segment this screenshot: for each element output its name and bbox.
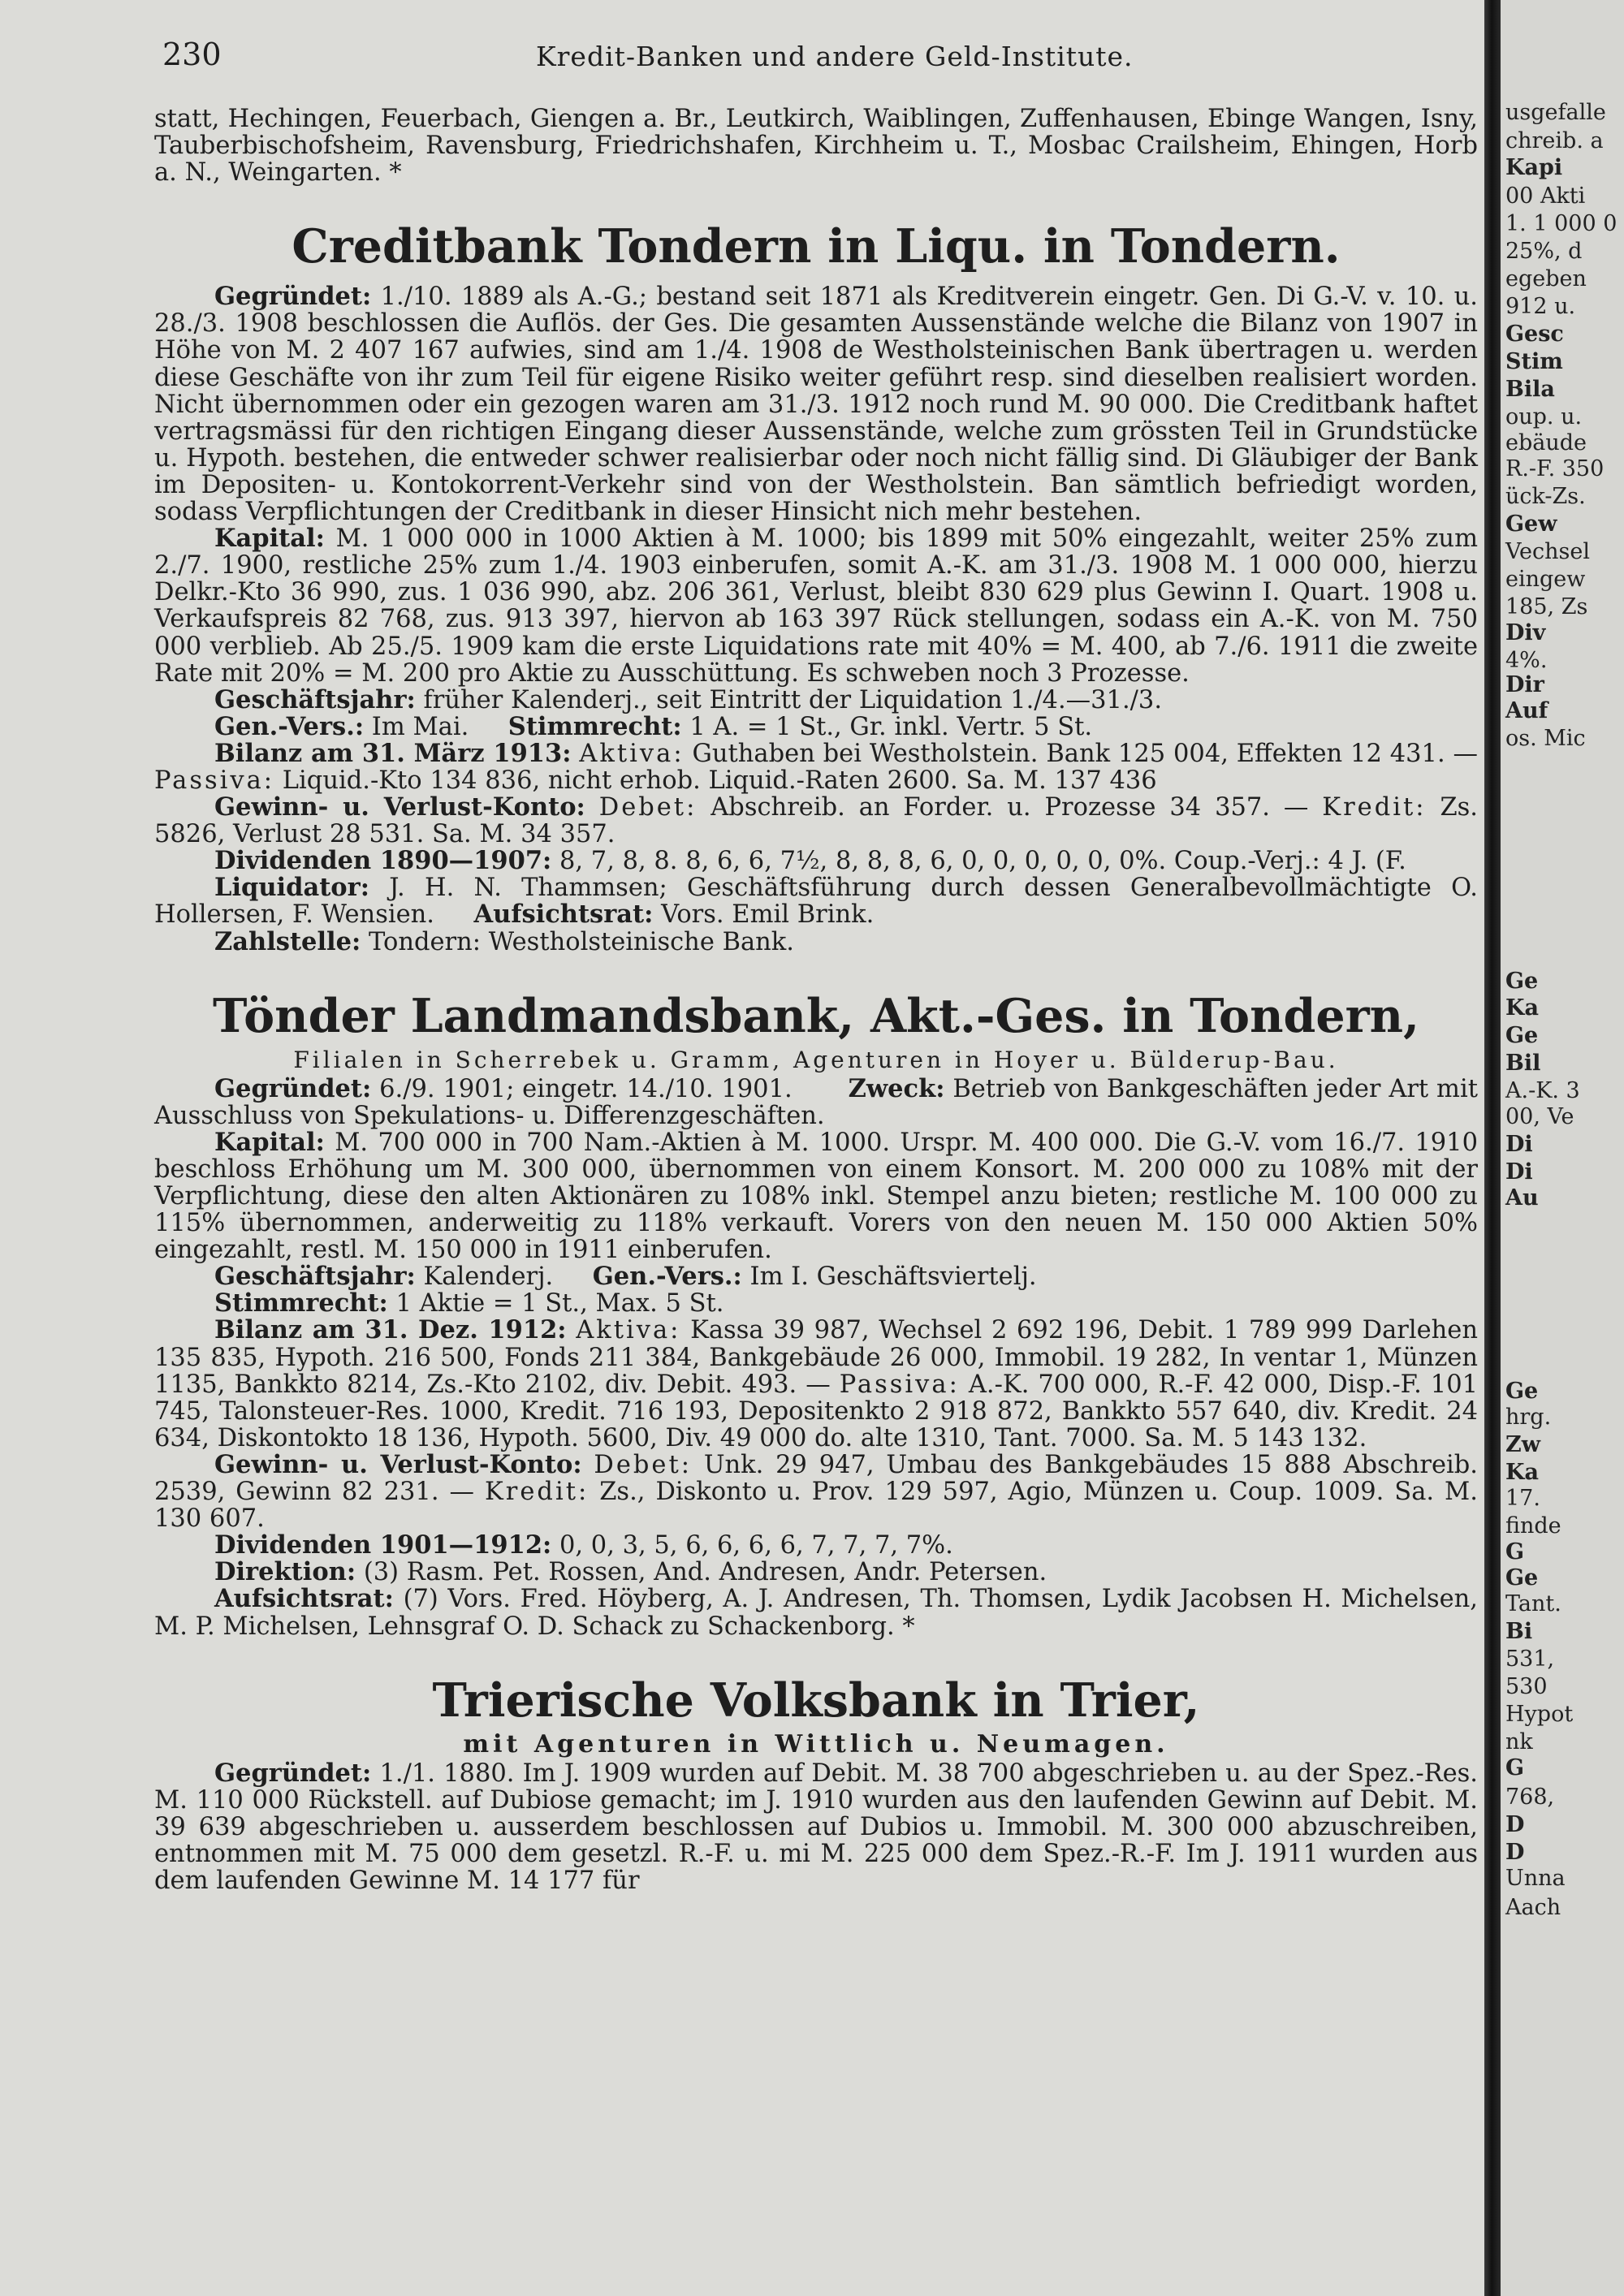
adjacent-text-fragment: 768,: [1505, 1785, 1555, 1810]
genvers-paragraph: [154, 711, 1478, 741]
adjacent-text-fragment: Di: [1505, 1132, 1533, 1157]
gegruendet-paragraph: [154, 1073, 1478, 1130]
debet-value: Abschreib. an Forder. u. Prozesse 34 357. —: [710, 793, 1309, 822]
adjacent-text-fragment: 25%, d: [1505, 239, 1583, 264]
field-value: (3) Rasm. Pet. Rossen, And. Andresen, Andr. Petersen.: [363, 1558, 1047, 1587]
page-header: [162, 37, 1486, 77]
field-value: M. 700 000 in 700 Nam.-Aktien à M. 1000. Urspr. M. 400 000. Die G.-V. vom 16./7. 1910 beschloss Erhöhung um M. 300 000, übernommen von einem Konsort. M. 200 000 zu 108% mit der Verpflichtung, diese den alten Aktionären zu 108% inkl. Stempel anzu bieten; restliche M. 100 000 zu 115% übernommen, anderweitig zu 118% verkauft. Vorers von den neuen M. 150 000 Aktien 50% eingezahlt, restl. M. 150 000 in 1911 einberufen.: [154, 1128, 1478, 1265]
field-value: früher Kalenderj., seit Eintritt der Liquidation 1./4.—31./3.: [423, 685, 1163, 714]
adjacent-text-fragment: hrg.: [1505, 1405, 1552, 1430]
field-value: 1./1. 1880. Im J. 1909 wurden auf Debit. M. 38 700 abgeschrieben u. au der Spez.-Res. M. 110 000 Rückstell. auf Dubiose gemacht; im J. 1910 wurden aus den laufenden Gewinn auf Debit. M. 39 639 abgeschrieben u. ausserdem beschlossen auf Dubios u. Immobil. M. 300 000 abzuschreiben, entnommen mit M. 75 000 dem gesetzl. R.-F. u. mi M. 225 000 dem Spez.-R.-F. Im J. 1911 wurden aus dem laufenden Gewinne M. 14 177 für: [154, 1759, 1478, 1895]
adjacent-text-fragment: 531,: [1505, 1646, 1555, 1672]
book-gutter: [1484, 0, 1501, 2296]
adjacent-text-fragment: Kapi: [1505, 155, 1563, 180]
field-label: Aufsichtsrat:: [214, 1584, 394, 1614]
adjacent-text-fragment: Unna: [1505, 1866, 1566, 1891]
field-value: (7) Vors. Fred. Höyberg, A. J. Andresen, Th. Thomsen, Lydik Jacobsen H. Michelsen, M. P. Michelsen, Lehnsgraf O. D. Schack zu Schackenborg. *: [154, 1585, 1478, 1641]
field-value: Im Mai.: [371, 712, 469, 741]
passiva-value: Liquid.-Kto 134 836, nicht erhob. Liquid.-Raten 2600. Sa. M. 137 436: [282, 766, 1157, 795]
entry-toender-landmandsbank: [154, 988, 1478, 1640]
geschaeftsjahr-paragraph: [154, 684, 1478, 714]
field-label: Gewinn- u. Verlust-Konto:: [214, 792, 585, 822]
adjacent-text-fragment: Zw: [1505, 1432, 1540, 1457]
field-value: Betrieb von Bankgeschäften jeder Art mit Ausschluss von Spekulations- u. Differenzgeschäften.: [154, 1074, 1478, 1130]
guv-paragraph: [154, 1449, 1478, 1534]
kredit-value: Zs., Diskonto u. Prov. 129 597, Agio, Münzen u. Coup. 1009. Sa. M. 130 607.: [154, 1478, 1478, 1534]
debet-value: Unk. 29 947, Umbau des Bankgebäudes 15 888 Abschreib. 2539, Gewinn 82 231. —: [154, 1450, 1478, 1507]
dividenden-paragraph: [154, 848, 1478, 874]
entry-title: Tönder Landmandsbank, Akt.-Ges. in Tondern,: [213, 988, 1419, 1043]
entry-subtitle: Filialen in Scherrebek u. Gramm, Agenturen in Hoyer u. Bülderup-Bau.: [293, 1046, 1339, 1073]
bilanz-paragraph: [154, 740, 1478, 794]
aktiva-value: Guthaben bei Westholstein. Bank 125 004, Effekten 12 431. —: [692, 739, 1479, 768]
field-label: Liquidator:: [214, 873, 369, 903]
field-value: 1 A. = 1 St., Gr. inkl. Vertr. 5 St.: [689, 712, 1093, 741]
adjacent-text-fragment: usgefalle: [1505, 100, 1606, 125]
field-label: Gen.-Vers.:: [592, 1262, 742, 1292]
field-value: 8, 7, 8, 8. 8, 6, 6, 7½, 8, 8, 8, 6, 0, 0, 0, 0, 0, 0%. Coup.-Verj.: 4 J. (F.: [559, 847, 1406, 876]
adjacent-text-fragment: Gesc: [1505, 322, 1564, 347]
kapital-paragraph: [154, 1129, 1478, 1263]
kredit-label: Kredit:: [485, 1478, 590, 1507]
aktiva-label: Aktiva:: [576, 1316, 681, 1345]
aufsichtsrat-paragraph: [154, 1586, 1478, 1639]
entry-title: Trierische Volksbank in Trier,: [432, 1672, 1200, 1728]
aktiva-label: Aktiva:: [579, 739, 685, 768]
liquidator-paragraph: [154, 874, 1478, 928]
field-value: 0, 0, 3, 5, 6, 6, 6, 6, 7, 7, 7, 7%.: [559, 1531, 953, 1560]
field-label: Kapital:: [214, 1127, 325, 1157]
adjacent-text-fragment: Gew: [1505, 511, 1557, 537]
adjacent-text-fragment: Ka: [1505, 1460, 1539, 1485]
page-number: 230: [162, 37, 222, 72]
adjacent-text-fragment: Ka: [1505, 995, 1539, 1021]
field-label: Zweck:: [848, 1073, 945, 1103]
adjacent-text-fragment: 00, Ve: [1505, 1104, 1574, 1129]
adjacent-text-fragment: 530: [1505, 1674, 1548, 1699]
passiva-label: Passiva:: [839, 1370, 960, 1399]
adjacent-text-fragment: Div: [1505, 620, 1546, 645]
adjacent-text-fragment: oup. u.: [1505, 404, 1583, 429]
field-value: Im I. Geschäftsviertelj.: [749, 1262, 1037, 1292]
adjacent-text-fragment: 4%.: [1505, 648, 1548, 673]
adjacent-text-fragment: nk: [1505, 1729, 1533, 1754]
entry-creditbank-tondern: [154, 218, 1478, 955]
adjacent-text-fragment: Auf: [1505, 698, 1548, 723]
adjacent-page-fragment: [1501, 0, 1624, 2296]
adjacent-text-fragment: G: [1505, 1755, 1525, 1780]
field-label: Geschäftsjahr:: [214, 684, 416, 714]
adjacent-text-fragment: Aach: [1505, 1895, 1561, 1920]
adjacent-text-fragment: Dir: [1505, 672, 1544, 697]
zahlstelle-paragraph: [154, 926, 1478, 956]
adjacent-text-fragment: D: [1505, 1840, 1525, 1865]
adjacent-text-fragment: Au: [1505, 1185, 1539, 1211]
field-label: Bilanz am 31. März 1913:: [214, 738, 572, 768]
gegruendet-paragraph: [154, 283, 1478, 525]
direktion-paragraph: [154, 1559, 1478, 1586]
aktiva-value: Kassa 39 987, Wechsel 2 692 196, Debit. 1 789 999 Darlehen 135 835, Hypoth. 216 500, Fonds 211 384, Bankgebäude 26 000, Immobil. 19 282, In ventar 1, Münzen 1135, Bankkto 8214, Zs.-Kto 2102, div. Debit. 493. —: [154, 1316, 1478, 1399]
adjacent-text-fragment: 00 Akti: [1505, 183, 1586, 209]
field-value: 1./10. 1889 als A.-G.; bestand seit 1871 als Kreditverein eingetr. Gen. Di G.-V. v. 10. u. 28./3. 1908 beschlossen die Auflös. der Ges. Die gesamten Aussenstände welche die Bilanz von 1907 in Höhe von M. 2 407 167 aufwies, sind am 1./4. 1908 de Westholsteinischen Bank übertragen u. werden diese Geschäfte von ihr zum Teil für eigene Risiko weiter geführt resp. sind dieselben realisiert worden. Nicht übernommen oder ein gezogen waren am 31./3. 1912 noch rund M. 90 000. Die Creditbank haftet vertragsmässi für den richtigen Eingang dieser Aussenstände, welche zum grössten Teil in Grundstücke u. Hypoth. bestehen, die entweder schwer realisierbar oder noch nicht fällig sind. Di Gläubiger der Bank im Depositen- u. Kontokorrent-Verkehr sind von der Westholstein. Ban sämtlich befriedigt worden, sodass Verpflichtungen der Creditbank in dieser Hinsicht nich mehr bestehen.: [154, 283, 1478, 527]
field-label: Gegründet:: [214, 282, 372, 312]
adjacent-text-fragment: Ge: [1505, 1565, 1539, 1590]
field-label: Aufsichtsrat:: [473, 900, 654, 930]
guv-paragraph: [154, 794, 1478, 848]
adjacent-text-fragment: Ge: [1505, 969, 1539, 994]
entry-title: Creditbank Tondern in Liqu. in Tondern.: [292, 219, 1341, 274]
adjacent-text-fragment: 17.: [1505, 1486, 1540, 1511]
adjacent-text-fragment: 185, Zs: [1505, 594, 1588, 619]
adjacent-text-fragment: Ge: [1505, 1023, 1539, 1048]
dividenden-paragraph: [154, 1532, 1478, 1559]
adjacent-text-fragment: ück-Zs.: [1505, 484, 1586, 509]
passiva-label: Passiva:: [154, 766, 275, 795]
gegruendet-paragraph: [154, 1760, 1478, 1894]
adjacent-text-fragment: chreib. a: [1505, 128, 1604, 153]
kredit-value: Zs. 5826, Verlust 28 531. Sa. M. 34 357.: [154, 793, 1478, 849]
adjacent-text-fragment: G: [1505, 1539, 1525, 1564]
adjacent-text-fragment: ebäude: [1505, 430, 1587, 455]
adjacent-text-fragment: Di: [1505, 1159, 1533, 1185]
adjacent-text-fragment: Ge: [1505, 1379, 1539, 1404]
adjacent-text-fragment: eingew: [1505, 567, 1586, 592]
adjacent-text-fragment: Stim: [1505, 349, 1563, 374]
field-label: Gegründet:: [214, 1758, 372, 1788]
adjacent-text-fragment: Vechsel: [1505, 539, 1590, 564]
adjacent-text-fragment: Bi: [1505, 1619, 1533, 1644]
field-label: Gen.-Vers.:: [214, 711, 365, 741]
debet-label: Debet:: [594, 1450, 693, 1479]
field-value: Kalenderj.: [423, 1262, 554, 1292]
bilanz-paragraph: [154, 1317, 1478, 1451]
field-label: Gegründet:: [214, 1073, 372, 1103]
kapital-paragraph: [154, 525, 1478, 687]
adjacent-text-fragment: os. Mic: [1505, 726, 1586, 751]
field-value: M. 1 000 000 in 1000 Aktien à M. 1000; bis 1899 mit 50% eingezahlt, weiter 25% zum 2./7. 1900, restliche 25% zum 1./4. 1903 einberufen, somit A.-K. am 31./3. 1908 M. 1 000 000, hierzu Delkr.-Kto 36 990, zus. 1 036 990, abz. 206 361, Verlust, bleibt 830 629 plus Gewinn I. Quart. 1908 u. Verkaufspreis 82 768, zus. 913 397, hiervon ab 163 397 Rück stellungen, sodass ein A.-K. von M. 750 000 verblieb. Ab 25./5. 1909 kam die erste Liquidations rate mit 40% = M. 400, ab 7./6. 1911 die zweite Rate mit 20% = M. 200 pro Aktie zu Ausschüttung. Es schweben noch 3 Prozesse.: [154, 524, 1478, 688]
debet-label: Debet:: [598, 793, 698, 822]
adjacent-text-fragment: Bila: [1505, 377, 1555, 402]
field-label: Zahlstelle:: [214, 926, 361, 956]
adjacent-text-fragment: Hypot: [1505, 1702, 1574, 1727]
adjacent-text-fragment: finde: [1505, 1513, 1561, 1539]
field-value: Vors. Emil Brink.: [661, 900, 875, 930]
field-label: Stimmrecht:: [214, 1288, 388, 1318]
field-value: J. H. N. Thammsen; Geschäftsführung durch dessen Generalbevollmächtigte O. Hollersen, F. Wensien.: [154, 874, 1478, 930]
adjacent-text-fragment: 1. 1 000 0: [1505, 211, 1618, 236]
adjacent-text-fragment: A.-K. 3: [1505, 1078, 1580, 1103]
adjacent-text-fragment: R.-F. 350: [1505, 456, 1605, 481]
running-title: Kredit-Banken und andere Geld-Institute.: [536, 41, 1134, 72]
intro-paragraph: statt, Hechingen, Feuerbach, Giengen a. Br., Leutkirch, Waiblingen, Zuffenhausen, Ebinge Wangen, Isny, Tauberbischofsheim, Ravensburg, Friedrichshafen, Kirchheim u. T., Mosbac Crailsheim, Ehingen, Horb a. N., Weingarten. *: [154, 105, 1478, 188]
entry-trierische-volksbank: [154, 1672, 1478, 1894]
page-body: [154, 106, 1478, 1894]
geschaeftsjahr-paragraph: [154, 1263, 1478, 1290]
adjacent-text-fragment: 912 u.: [1505, 294, 1576, 319]
field-label: Dividenden 1890—1907:: [214, 846, 552, 876]
field-value: 6./9. 1901; eingetr. 14./10. 1901.: [379, 1074, 793, 1103]
field-label: Gewinn- u. Verlust-Konto:: [214, 1449, 582, 1479]
adjacent-text-fragment: Tant.: [1505, 1591, 1561, 1616]
field-value: 1 Aktie = 1 St., Max. 5 St.: [395, 1289, 724, 1318]
adjacent-text-fragment: D: [1505, 1812, 1525, 1837]
field-label: Bilanz am 31. Dez. 1912:: [214, 1315, 567, 1345]
stimmrecht-paragraph: [154, 1290, 1478, 1317]
field-value: Tondern: Westholsteinische Bank.: [369, 927, 794, 956]
adjacent-text-fragment: egeben: [1505, 266, 1587, 291]
adjacent-text-fragment: Bil: [1505, 1051, 1541, 1076]
field-label: Stimmrecht:: [508, 711, 682, 741]
field-label: Geschäftsjahr:: [214, 1262, 416, 1292]
entry-subtitle: mit Agenturen in Wittlich u. Neumagen.: [463, 1729, 1169, 1759]
kredit-label: Kredit:: [1322, 793, 1427, 822]
field-label: Kapital:: [214, 524, 325, 554]
field-label: Dividenden 1901—1912:: [214, 1530, 552, 1560]
passiva-value: A.-K. 700 000, R.-F. 42 000, Disp.-F. 101 745, Talonsteuer-Res. 1000, Kredit. 716 193, Depositenkto 2 918 872, Bankkto 557 640, div. Kredit. 24 634, Diskontokto 18 136, Hypoth. 5600, Div. 49 000 do. alte 1310, Tant. 7000. Sa. M. 5 143 132.: [154, 1370, 1479, 1452]
field-label: Direktion:: [214, 1557, 356, 1587]
